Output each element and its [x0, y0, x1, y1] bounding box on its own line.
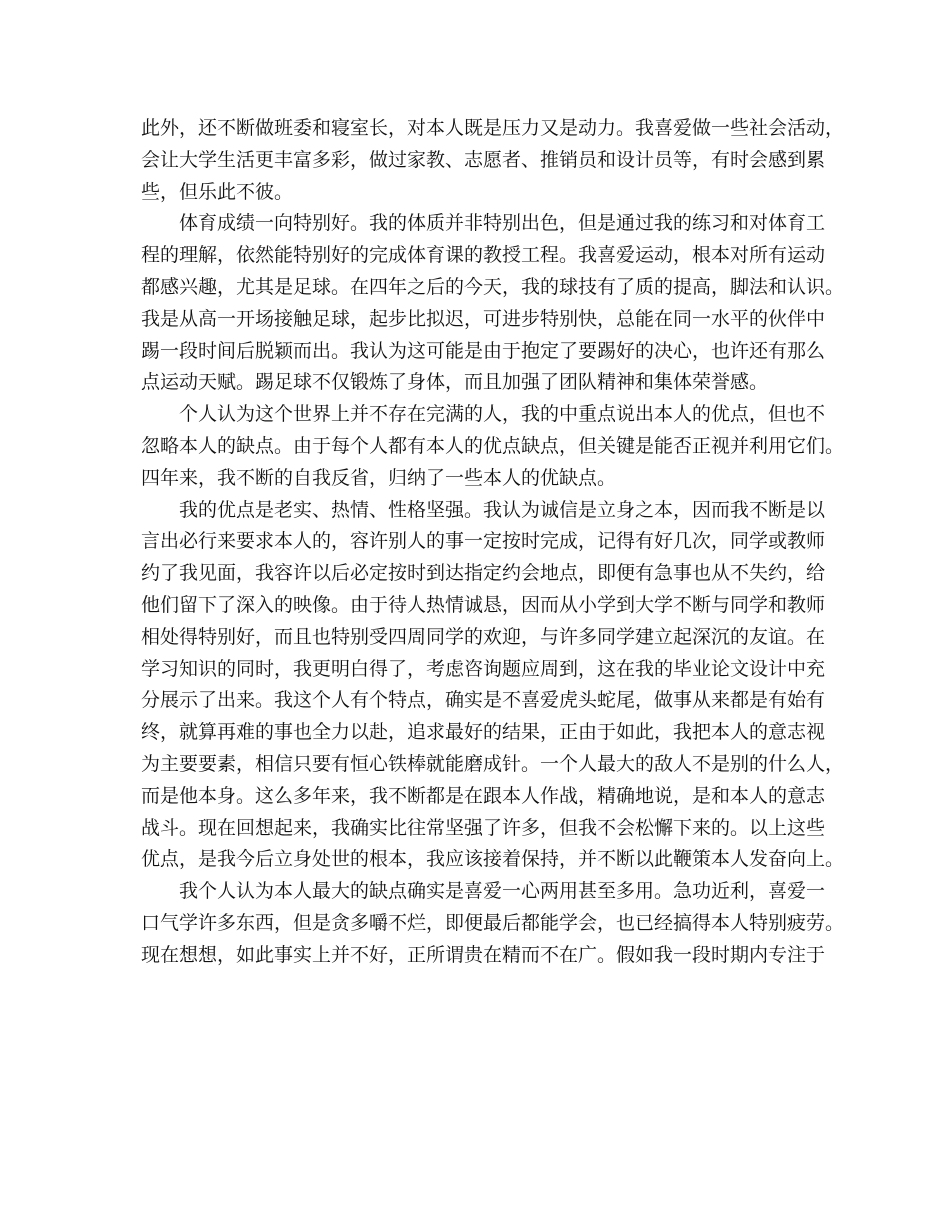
- text-line: 相处得特别好，而且也特别受四周同学的欢迎，与许多同学建立起深沉的友谊。在: [141, 625, 826, 648]
- text-line: 现在想想，如此事实上并不好，正所谓贵在精而不在广。假如我一段时期内专注于: [141, 943, 826, 966]
- text-line: 我个人认为本人最大的缺点确实是喜爱一心两用甚至多用。急功近利，喜爱一: [179, 880, 826, 903]
- text-line: 我是从高一开场接触足球，起步比拟迟，可进步特别快，总能在同一水平的伙伴中: [141, 307, 826, 330]
- text-line: 学习知识的同时，我更明白得了，考虑咨询题应周到，这在我的毕业论文设计中充: [141, 657, 826, 680]
- text-line: 战斗。现在回想起来，我确实比往常坚强了许多，但我不会松懈下来的。以上这些: [141, 816, 826, 839]
- text-line: 踢一段时间后脱颖而出。我认为这可能是由于抱定了要踢好的决心，也许还有那么: [141, 339, 826, 362]
- text-line: 他们留下了深入的映像。由于待人热情诚恳，因而从小学到大学不断与同学和教师: [141, 593, 826, 616]
- document-body: [141, 113, 845, 972]
- text-line: 为主要要素，相信只要有恒心铁棒就能磨成针。一个人最大的敌人不是别的什么人，: [141, 752, 845, 775]
- text-line: 终，就算再难的事也全力以赴，追求最好的结果，正由于如此，我把本人的意志视: [141, 721, 826, 744]
- text-line: 约了我见面，我容许以后必定按时到达指定约会地点，即便有急事也从不失约，给: [141, 562, 826, 585]
- text-line: 此外，还不断做班委和寝室长，对本人既是压力又是动力。我喜爱做一些社会活动，: [141, 117, 845, 139]
- text-line: 口气学许多东西，但是贪多嚼不烂，即便最后都能学会，也已经搞得本人特别疲劳。: [141, 911, 845, 934]
- text-line: 些，但乐此不彼。: [141, 180, 294, 203]
- text-line: 程的理解，依然能特别好的完成体育课的教授工程。我喜爱运动，根本对所有运动: [141, 244, 826, 267]
- text-line: 会让大学生活更丰富多彩，做过家教、志愿者、推销员和设计员等，有时会感到累: [141, 148, 826, 171]
- text-line: 四年来，我不断的自我反省，归纳了一些本人的优缺点。: [141, 466, 617, 489]
- text-line: 言出必行来要求本人的，容许别人的事一定按时完成，记得有好几次，同学或教师: [141, 530, 826, 553]
- text-line: 个人认为这个世界上并不存在完满的人，我的中重点说出本人的优点，但也不: [179, 403, 826, 426]
- text-line: 我的优点是老实、热情、性格坚强。我认为诚信是立身之本，因而我不断是以: [179, 498, 826, 521]
- text-line: 点运动天赋。踢足球不仅锻炼了身体，而且加强了团队精神和集体荣誉感。: [141, 371, 769, 394]
- text-line: 而是他本身。这么多年来，我不断都是在跟本人作战，精确地说，是和本人的意志: [141, 784, 826, 807]
- text-line: 忽略本人的缺点。由于每个人都有本人的优点缺点，但关键是能否正视并利用它们。: [141, 434, 845, 457]
- text-line: 体育成绩一向特别好。我的体质并非特别出色，但是通过我的练习和对体育工: [179, 212, 826, 235]
- text-line: 优点，是我今后立身处世的根本，我应该接着保持，并不断以此鞭策本人发奋向上。: [141, 848, 845, 871]
- text-line: 分展示了出来。我这个人有个特点，确实是不喜爱虎头蛇尾，做事从来都是有始有: [141, 689, 826, 712]
- text-line: 都感兴趣，尤其是足球。在四年之后的今天，我的球技有了质的提高，脚法和认识。: [141, 275, 845, 298]
